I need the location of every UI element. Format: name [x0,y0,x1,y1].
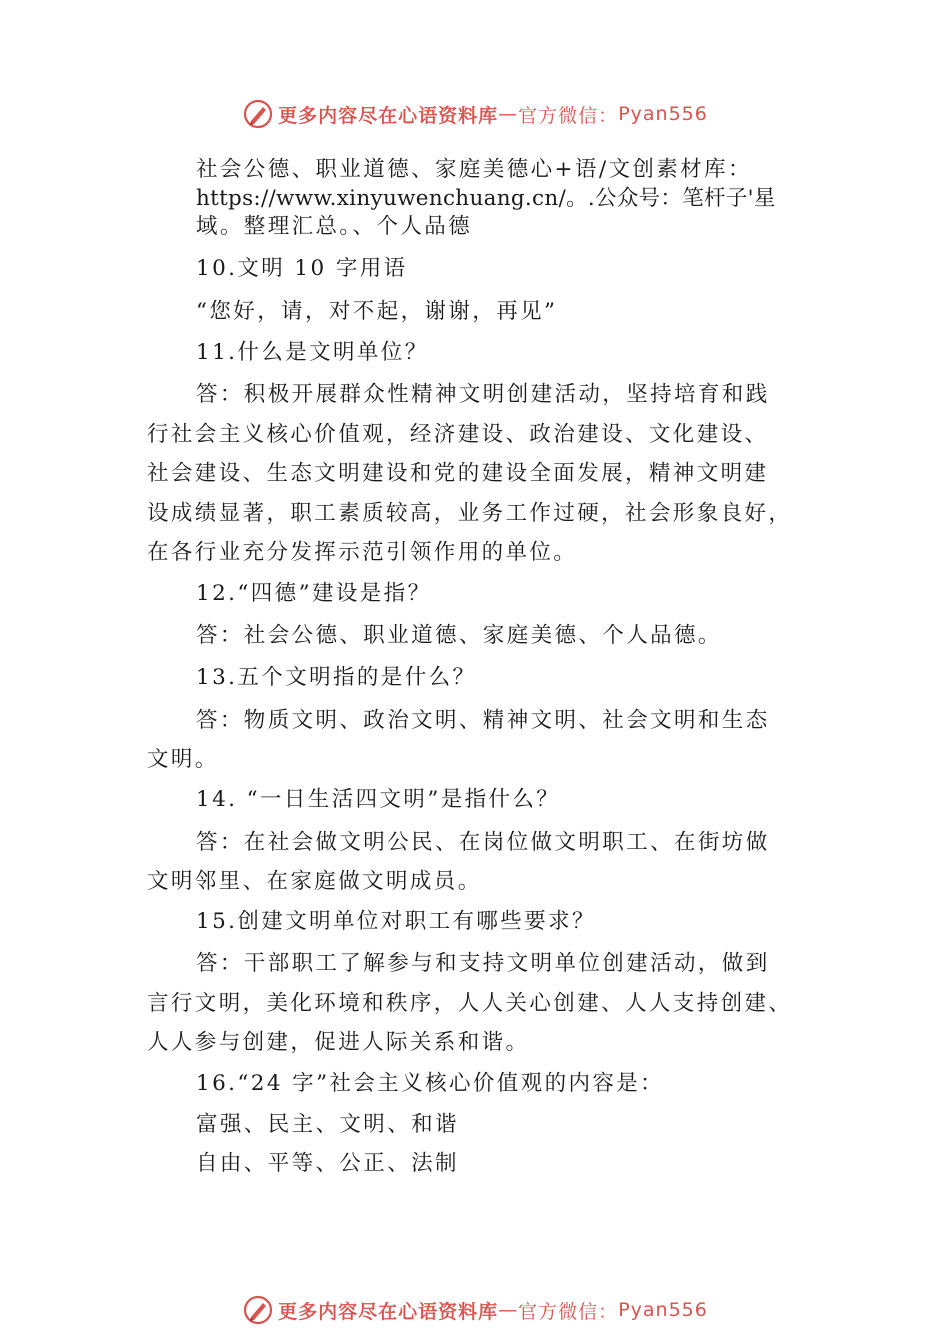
answer-line: 答：物质文明、政治文明、精神文明、社会文明和生态 [196,708,770,733]
answer-line: 社会建设、生态文明建设和党的建设全面发展，精神文明建 [147,461,769,486]
answer-line: 答：干部职工了解参与和支持文明单位创建活动，做到 [196,951,770,976]
banner-separator: — [498,103,519,125]
question-heading: 11.什么是文明单位？ [196,340,429,365]
answer-line: 富强、民主、文明、和谐 [196,1112,459,1137]
answer-line: 文明邻里、在家庭做文明成员。 [147,869,482,894]
answer-line: 人人参与创建，促进人际关系和谐。 [147,1030,530,1055]
question-heading: 15.创建文明单位对职工有哪些要求？ [196,909,596,934]
banner-separator: — [498,1299,519,1321]
body-line: “您好，请，对不起，谢谢，再见” [196,299,558,324]
pen-logo-icon [242,98,274,130]
body-line: 域。整理汇总。、个人品德 [196,214,473,239]
pen-logo-icon [242,1294,274,1326]
question-heading: 16.“24 字”社会主义核心价值观的内容是： [196,1071,665,1096]
banner-title: 更多内容尽在心语资料库 [278,104,499,127]
banner-wechat-label: 官方微信： [518,1300,619,1323]
answer-line: 答：积极开展群众性精神文明创建活动，坚持培育和践 [196,382,770,407]
banner-wechat-id: Pyan556 [618,103,708,125]
answer-line: 在各行业充分发挥示范引领作用的单位。 [147,540,578,565]
answer-line: 答：在社会做文明公民、在岗位做文明职工、在街坊做 [196,830,770,855]
answer-line: 答：社会公德、职业道德、家庭美德、个人品德。 [196,623,722,648]
banner-wechat-label: 官方微信： [518,104,619,127]
body-line: 社会公德、职业道德、家庭美德心+语/文创素材库： [196,157,752,182]
banner-title: 更多内容尽在心语资料库 [278,1300,499,1323]
answer-line: 文明。 [147,747,219,772]
banner-wechat-id: Pyan556 [618,1299,708,1321]
answer-line: 设成绩显著，职工素质较高，业务工作过硬，社会形象良好， [147,501,793,526]
question-heading: 10.文明 10 字用语 [196,256,408,281]
answer-line: 言行文明，美化环境和秩序，人人关心创建、人人支持创建、 [147,991,793,1016]
answer-line: 自由、平等、公正、法制 [196,1151,459,1176]
answer-line: 行社会主义核心价值观，经济建设、政治建设、文化建设、 [147,422,769,447]
body-line-url: https://www.xinyuwenchuang.cn/。.公众号：笔杆子'星 [196,186,776,211]
question-heading: 14. “一日生活四文明”是指什么？ [196,787,561,812]
question-heading: 13.五个文明指的是什么？ [196,665,477,690]
header-banner [0,94,950,134]
footer-banner [0,1290,950,1330]
question-heading: 12.“四德”建设是指？ [196,581,432,606]
